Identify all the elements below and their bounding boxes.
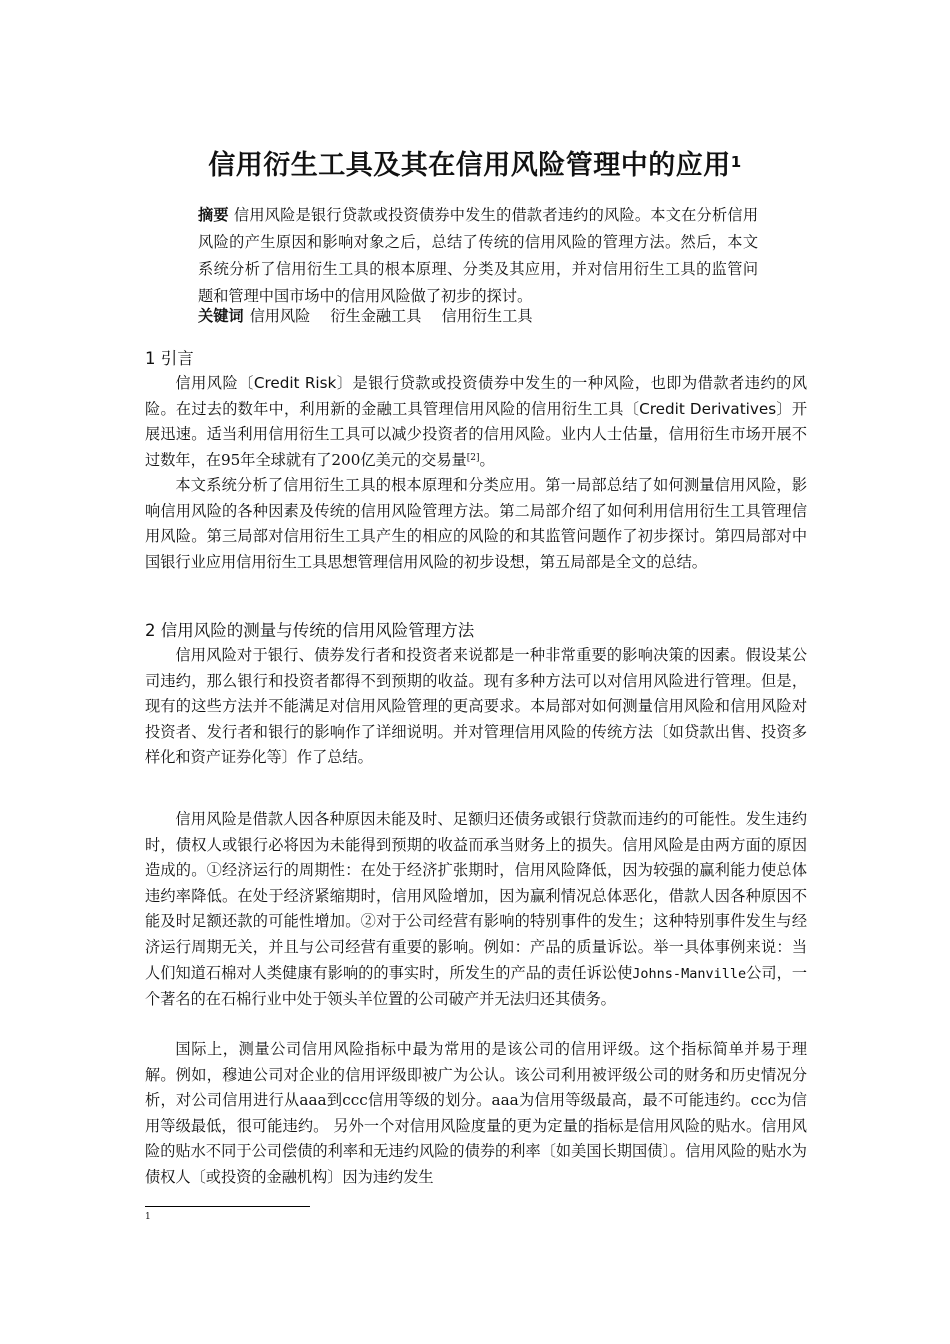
section-heading-2: 2 信用风险的测量与传统的信用风险管理方法 [145,621,475,640]
section2-paragraph-1: 信用风险对于银行、债券发行者和投资者来说都是一种非常重要的影响决策的因素。假设某公司违约，那么银行和投资者都得不到预期的收益。现有多种方法可以对信用风险进行管理。但是，现有的这些方法并不能满足对信用风险管理的更高要求。本局部对如何测量信用风险和信用风险对投资者、发行者和银行的影响作了详细说明。并对管理信用风险的传统方法〔如贷款出售、投资多样化和资产证券化等〕作了总结。 [145,646,807,767]
keyword-item: 衍生金融工具 [330,307,422,325]
abstract-text: 信用风险是银行贷款或投资债券中发生的借款者违约的风险。本文在分析信用风险的产生原因和影响对象之后，总结了传统的信用风险的管理方法。然后，本文系统分析了信用衍生工具的根本原理、分类及其应用，并对信用衍生工具的监管问题和管理中国市场中的信用风险做了初步的探讨。 [198,206,759,305]
text-run: 。 [479,450,495,469]
title-footnote-ref[interactable]: 1 [730,153,742,171]
footnote-mark: 1 [145,1212,151,1222]
section1-paragraph-1 [145,371,807,473]
english-term: Credit Risk [253,374,337,392]
text-run: 〕开展迅速。适当利用信用衍生工具可以减少投资者的信用风险。业内人士估量，信用衍生市场开展不过数年，在95年全球就有了200亿美元的交易量 [145,399,808,469]
section1-paragraph-2: 本文系统分析了信用衍生工具的根本原理和分类应用。第一局部总结了如何测量信用风险，影响信用风险的各种因素及传统的信用风险管理方法。第二局部介绍了如何利用信用衍生工具管理信用风险。第三局部对信用衍生工具产生的相应的风险的和其监管问题作了初步探讨。第四局部对中国银行业应用信用衍生工具思想管理信用风险的初步设想，第五局部是全文的总结。 [145,476,807,571]
title-text: 信用衍生工具及其在信用风险管理中的应用 [208,150,731,181]
company-name: Johns-Manville [632,965,747,982]
text-run: 公司，一个著名的在石棉行业中处于领头羊位置的公司破产并无法归还其债务。 [145,963,808,1009]
document-title [145,148,805,184]
keywords-label: 关键词 [198,307,244,325]
text-run: 信用风险〔 [175,374,254,392]
footnote-separator [145,1206,310,1207]
english-term: Credit Derivatives [639,399,777,418]
citation-ref[interactable]: [2] [466,452,480,463]
keywords [198,303,758,330]
keyword-item: 信用风险 [249,307,311,325]
abstract [198,202,758,310]
text-run: 信用风险是借款人因各种原因未能及时、足额归还债务或银行贷款而违约的可能性。发生违约时，债权人或银行必将因为未能得到预期的收益而承当财务上的损失。信用风险是由两方面的原因造成的。①经济运行的周期性：在处于经济扩张期时，信用风险降低，因为较强的赢利能力使总体违约率降低。在处于经济紧缩期时，信用风险增加，因为赢利情况总体恶化，借款人因各种原因不能及时足额还款的可能性增加。②对于公司经营有影响的特别事件的发生；这种特别事件发生与经济运行周期无关，并且与公司经营有重要的影响。例如：产品的质量诉讼。举一具体事例来说：当人们知道石棉对人类健康有影响的的事实时，所发生的产品的责任诉讼使 [145,810,807,982]
section-heading-1: 1 引言 [145,349,194,368]
section2-paragraph-2 [145,807,807,1013]
section2-paragraph-3: 国际上，测量公司信用风险指标中最为常用的是该公司的信用评级。这个指标简单并易于理解。例如，穆迪公司对企业的信用评级即被广为公认。该公司利用被评级公司的财务和历史情况分析，对公司信用进行从aaa到ccc信用等级的划分。aaa为信用等级最高，最不可能违约。ccc为信用等级最低，很可能违约。 另外一个对信用风险度量的更为定量的指标是信用风险的贴水。信用风险的贴水不同于公司偿债的利率和无违约风险的债券的利率〔如美国长期国债〕。信用风险的贴水为债权人〔或投资的金融机构〕因为违约发生 [145,1040,807,1186]
text-run: 〕是银行贷款或投资债券中发生的一种风险，也即为借款者违约的风险。在过去的数年中，利用新的金融工具管理信用风险的信用衍生工具〔 [145,374,808,418]
abstract-label: 摘要 [198,206,229,224]
keyword-item: 信用衍生工具 [441,307,533,325]
